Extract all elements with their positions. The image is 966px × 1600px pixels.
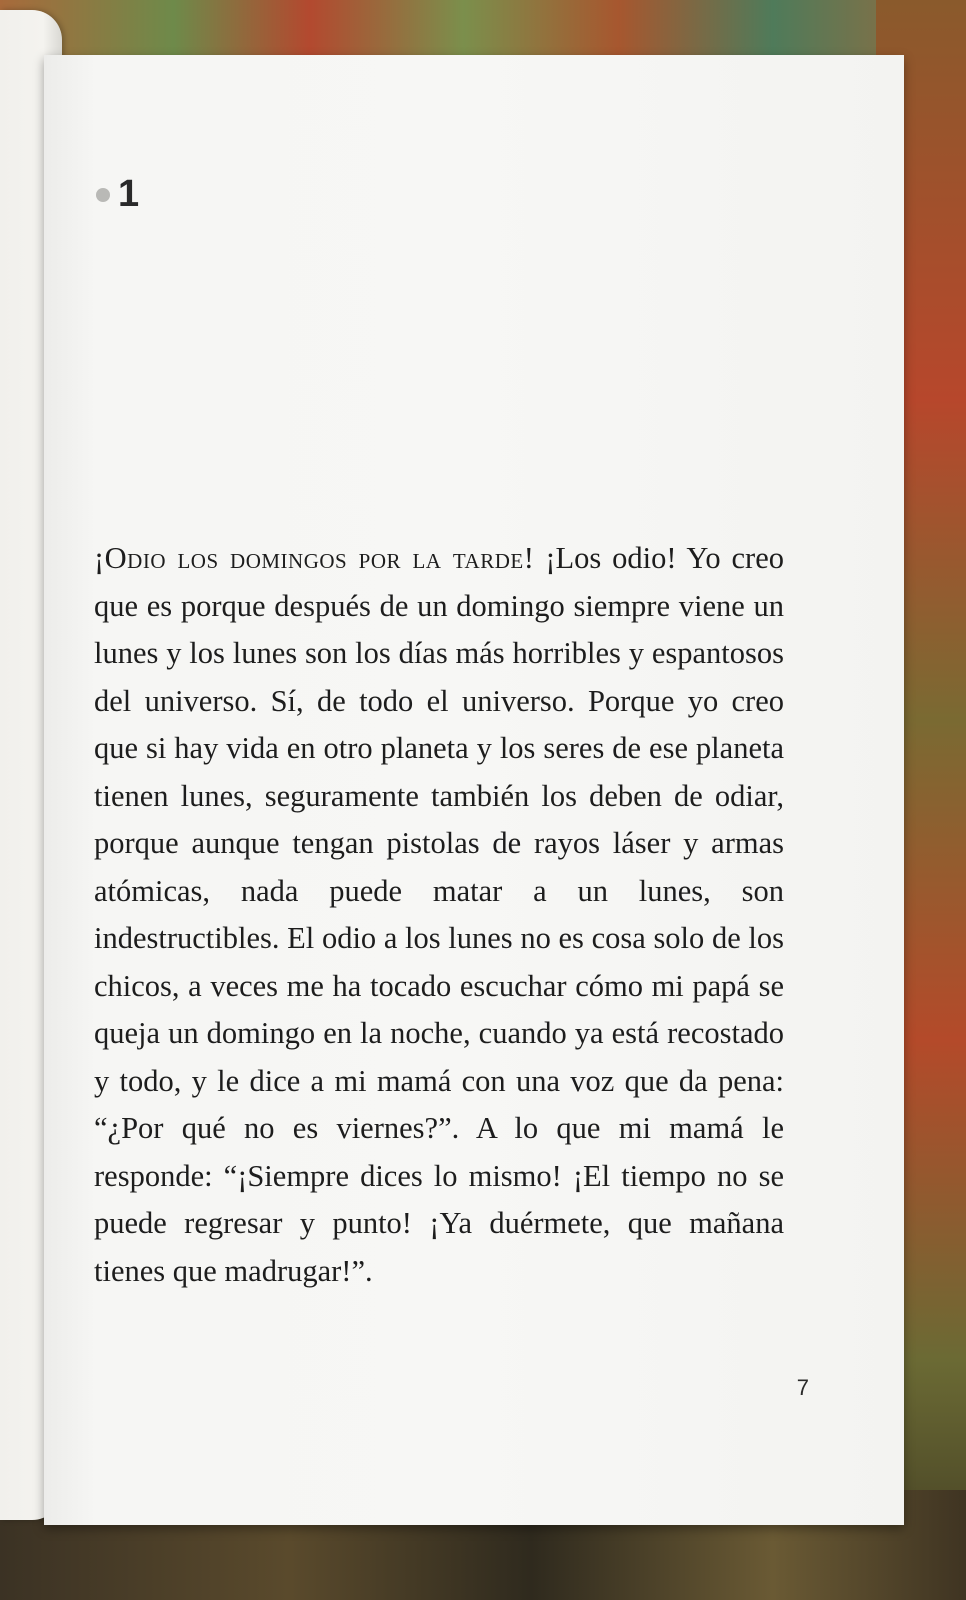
chapter-heading xyxy=(96,173,139,216)
paragraph-lead: ¡Odio los domingos por la tarde! xyxy=(94,541,535,575)
paragraph-body: ¡Los odio! Yo creo que es porque después de un domingo siempre viene un lunes y los lunes son los días más horribles y espantosos del universo. Sí, de todo el universo. Porque yo creo que si hay vida en otro planeta y los seres de ese planeta tienen lunes, seguramente también los deben de odiar, porque aunque tengan pistolas de rayos láser y armas atómicas, nada puede matar a un lunes, son indestructibles. El odio a los lunes no es cosa solo de los chicos, a veces me ha tocado escuchar cómo mi papá se queja un domingo en la noche, cuando ya está recostado y todo, y le dice a mi mamá con una voz que da pena: “¿Por qué no es viernes?”. A lo que mi mamá le responde: “¡Siempre dices lo mismo! ¡El tiempo no se puede regresar y punto! ¡Ya duérmete, que mañana tienes que madrugar!”. xyxy=(94,541,784,1288)
chapter-paragraph xyxy=(94,535,784,1295)
book-page xyxy=(44,55,904,1525)
page-number: 7 xyxy=(796,1375,809,1400)
chapter-bullet-icon xyxy=(96,188,110,202)
chapter-number: 1 xyxy=(118,173,140,215)
